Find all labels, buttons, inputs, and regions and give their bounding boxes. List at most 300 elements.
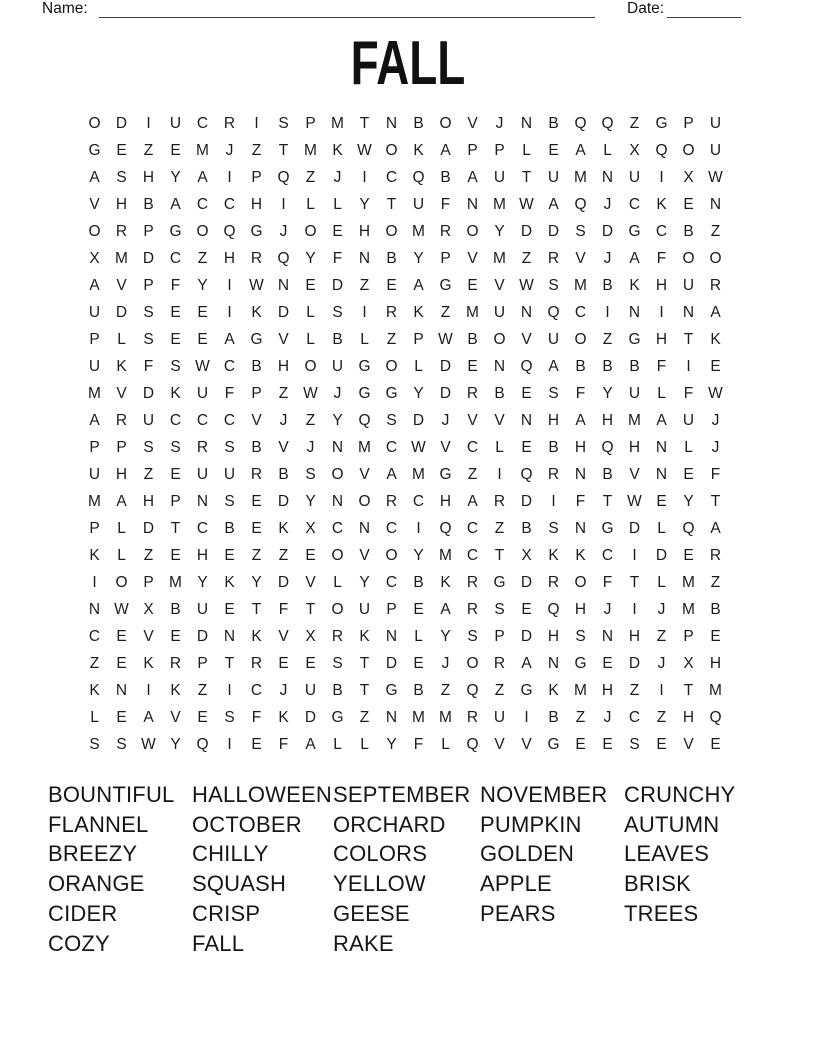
- word-list-item: COZY: [48, 930, 110, 956]
- grid-letter: B: [143, 195, 154, 213]
- grid-letter: P: [89, 519, 100, 537]
- grid-letter: Z: [440, 681, 451, 699]
- word-list-item: TREES: [624, 900, 699, 926]
- grid-letter: Z: [494, 519, 505, 537]
- grid-letter: H: [709, 654, 722, 672]
- grid-letter: C: [196, 114, 209, 132]
- grid-letter: Z: [197, 249, 208, 267]
- grid-letter: C: [601, 546, 614, 564]
- grid-letter: I: [227, 168, 232, 186]
- grid-letter: C: [196, 195, 209, 213]
- grid-letter: I: [416, 519, 421, 537]
- grid-letter: K: [548, 546, 559, 564]
- grid-letter: N: [601, 627, 614, 645]
- grid-letter: G: [493, 573, 506, 591]
- grid-letter: I: [362, 168, 367, 186]
- grid-letter: G: [547, 735, 560, 753]
- grid-letter: S: [143, 330, 154, 348]
- grid-letter: U: [358, 600, 371, 618]
- grid-letter: W: [195, 357, 210, 375]
- grid-letter: F: [575, 492, 586, 510]
- grid-letter: B: [467, 330, 478, 348]
- grid-letter: D: [277, 573, 290, 591]
- grid-letter: H: [628, 438, 641, 456]
- grid-letter: N: [655, 465, 668, 483]
- grid-letter: F: [413, 735, 424, 753]
- grid-letter: E: [710, 627, 721, 645]
- grid-letter: H: [277, 357, 290, 375]
- grid-letter: S: [548, 519, 559, 537]
- grid-letter: P: [143, 222, 154, 240]
- grid-letter: R: [466, 573, 479, 591]
- grid-letter: E: [305, 276, 316, 294]
- grid-letter: R: [709, 276, 722, 294]
- grid-letter: N: [682, 303, 695, 321]
- grid-letter: Y: [251, 573, 262, 591]
- grid-letter: E: [602, 654, 613, 672]
- grid-letter: S: [548, 276, 559, 294]
- grid-letter: O: [682, 141, 695, 159]
- grid-letter: E: [305, 654, 316, 672]
- grid-letter: V: [305, 573, 316, 591]
- grid-letter: O: [385, 357, 398, 375]
- grid-letter: S: [305, 465, 316, 483]
- grid-letter: J: [279, 411, 288, 429]
- grid-letter: P: [89, 438, 100, 456]
- grid-letter: V: [440, 438, 451, 456]
- grid-letter: Y: [683, 492, 694, 510]
- grid-letter: N: [331, 438, 344, 456]
- grid-letter: A: [548, 195, 559, 213]
- grid-letter: Y: [170, 735, 181, 753]
- grid-letter: G: [169, 222, 182, 240]
- grid-letter: E: [521, 438, 532, 456]
- grid-letter: V: [116, 276, 127, 294]
- grid-letter: W: [141, 735, 156, 753]
- grid-letter: H: [358, 222, 371, 240]
- grid-letter: E: [116, 627, 127, 645]
- grid-letter: C: [385, 573, 398, 591]
- grid-letter: L: [441, 735, 450, 753]
- grid-letter: X: [683, 654, 694, 672]
- grid-letter: V: [278, 438, 289, 456]
- grid-letter: Y: [197, 573, 208, 591]
- grid-letter: R: [385, 303, 398, 321]
- grid-letter: H: [223, 249, 236, 267]
- grid-letter: M: [682, 600, 695, 618]
- grid-letter: E: [224, 600, 235, 618]
- grid-letter: L: [603, 141, 612, 159]
- grid-letter: C: [331, 519, 344, 537]
- grid-letter: Y: [494, 222, 505, 240]
- grid-letter: C: [88, 627, 101, 645]
- grid-letter: Q: [547, 600, 560, 618]
- grid-letter: T: [629, 573, 640, 591]
- grid-letter: O: [304, 357, 317, 375]
- grid-letter: P: [251, 168, 262, 186]
- grid-letter: B: [548, 114, 559, 132]
- grid-letter: Z: [251, 141, 262, 159]
- grid-letter: A: [89, 168, 100, 186]
- grid-letter: I: [551, 492, 556, 510]
- grid-letter: E: [170, 546, 181, 564]
- grid-letter: S: [224, 492, 235, 510]
- grid-letter: Q: [574, 195, 587, 213]
- grid-letter: P: [116, 438, 127, 456]
- grid-letter: Z: [278, 384, 289, 402]
- grid-letter: T: [521, 168, 532, 186]
- grid-letter: P: [197, 654, 208, 672]
- grid-letter: U: [169, 114, 182, 132]
- grid-letter: Z: [521, 249, 532, 267]
- grid-letter: E: [548, 141, 559, 159]
- grid-letter: N: [196, 492, 209, 510]
- grid-letter: C: [196, 519, 209, 537]
- grid-letter: E: [602, 735, 613, 753]
- grid-letter: Q: [466, 681, 479, 699]
- grid-letter: J: [306, 438, 315, 456]
- grid-letter: Z: [359, 276, 370, 294]
- grid-letter: E: [710, 735, 721, 753]
- grid-letter: C: [466, 546, 479, 564]
- grid-letter: V: [116, 384, 127, 402]
- grid-letter: E: [224, 546, 235, 564]
- grid-letter: M: [439, 546, 452, 564]
- grid-letter: R: [250, 249, 263, 267]
- grid-letter: Q: [520, 465, 533, 483]
- grid-letter: A: [710, 519, 721, 537]
- grid-letter: V: [629, 465, 640, 483]
- grid-letter: U: [88, 303, 101, 321]
- grid-letter: C: [385, 168, 398, 186]
- grid-letter: W: [708, 384, 723, 402]
- grid-letter: E: [170, 627, 181, 645]
- grid-letter: L: [684, 438, 693, 456]
- grid-letter: H: [574, 600, 587, 618]
- grid-letter: N: [574, 519, 587, 537]
- word-list-item: PUMPKIN: [480, 811, 582, 837]
- grid-letter: T: [359, 654, 370, 672]
- grid-letter: I: [632, 600, 637, 618]
- word-list-column: [192, 780, 332, 958]
- grid-letter: G: [358, 384, 371, 402]
- grid-letter: N: [385, 114, 398, 132]
- grid-letter: D: [439, 384, 452, 402]
- grid-letter: C: [250, 681, 263, 699]
- grid-letter: I: [92, 573, 97, 591]
- grid-letter: I: [254, 114, 259, 132]
- grid-letter: Q: [709, 708, 722, 726]
- grid-letter: O: [466, 222, 479, 240]
- grid-letter: E: [332, 222, 343, 240]
- grid-letter: L: [414, 627, 423, 645]
- grid-letter: V: [170, 708, 181, 726]
- grid-letter: U: [547, 168, 560, 186]
- grid-letter: X: [143, 600, 154, 618]
- grid-letter: K: [629, 276, 640, 294]
- grid-letter: G: [655, 114, 668, 132]
- grid-letter: G: [331, 708, 344, 726]
- grid-letter: E: [116, 654, 127, 672]
- grid-letter: M: [169, 573, 182, 591]
- grid-letter: G: [250, 330, 263, 348]
- grid-letter: C: [169, 249, 182, 267]
- grid-letter: V: [467, 249, 478, 267]
- grid-letter: Z: [656, 627, 667, 645]
- grid-letter: Q: [196, 735, 209, 753]
- grid-letter: R: [331, 627, 344, 645]
- grid-letter: D: [628, 654, 641, 672]
- word-list-item: PEARS: [480, 900, 556, 926]
- grid-letter: P: [305, 114, 316, 132]
- name-blank-line: [99, 17, 595, 18]
- grid-letter: W: [519, 195, 534, 213]
- grid-letter: J: [657, 654, 666, 672]
- grid-letter: N: [358, 249, 371, 267]
- grid-letter: Z: [359, 708, 370, 726]
- grid-letter: B: [602, 357, 613, 375]
- grid-letter: T: [278, 141, 289, 159]
- grid-letter: Q: [547, 303, 560, 321]
- grid-letter: E: [656, 492, 667, 510]
- grid-letter: N: [709, 195, 722, 213]
- grid-letter: U: [682, 276, 695, 294]
- grid-letter: B: [278, 465, 289, 483]
- grid-letter: T: [305, 600, 316, 618]
- grid-letter: W: [303, 384, 318, 402]
- grid-letter: V: [494, 276, 505, 294]
- grid-letter: J: [333, 384, 342, 402]
- grid-letter: K: [89, 546, 100, 564]
- grid-letter: G: [88, 141, 101, 159]
- grid-letter: D: [520, 573, 533, 591]
- grid-letter: O: [574, 330, 587, 348]
- grid-letter: B: [413, 573, 424, 591]
- grid-letter: Z: [143, 465, 154, 483]
- grid-letter: A: [116, 492, 127, 510]
- grid-letter: Z: [89, 654, 100, 672]
- grid-letter: A: [467, 492, 478, 510]
- grid-letter: K: [278, 708, 289, 726]
- grid-letter: Z: [494, 681, 505, 699]
- grid-letter: D: [115, 303, 128, 321]
- grid-letter: M: [412, 465, 425, 483]
- grid-letter: Y: [602, 384, 613, 402]
- grid-letter: E: [170, 465, 181, 483]
- word-list-item: CRISP: [192, 900, 261, 926]
- word-list-item: FALL: [192, 930, 245, 956]
- grid-letter: P: [170, 492, 181, 510]
- grid-letter: W: [114, 600, 129, 618]
- grid-letter: I: [146, 681, 151, 699]
- grid-letter: N: [601, 168, 614, 186]
- grid-letter: V: [494, 735, 505, 753]
- grid-letter: Z: [467, 465, 478, 483]
- grid-letter: C: [223, 357, 236, 375]
- grid-letter: Z: [629, 681, 640, 699]
- grid-letter: C: [385, 438, 398, 456]
- grid-letter: A: [170, 195, 181, 213]
- grid-letter: L: [495, 438, 504, 456]
- grid-letter: N: [520, 303, 533, 321]
- grid-letter: Q: [223, 222, 236, 240]
- grid-letter: K: [116, 357, 127, 375]
- grid-letter: C: [574, 303, 587, 321]
- grid-letter: P: [683, 627, 694, 645]
- grid-letter: Q: [682, 519, 695, 537]
- grid-letter: Z: [143, 141, 154, 159]
- grid-letter: U: [331, 357, 344, 375]
- grid-letter: F: [251, 708, 262, 726]
- grid-letter: W: [708, 168, 723, 186]
- grid-letter: L: [657, 519, 666, 537]
- grid-letter: Z: [386, 330, 397, 348]
- grid-letter: F: [602, 573, 613, 591]
- grid-letter: U: [142, 411, 155, 429]
- grid-letter: O: [115, 573, 128, 591]
- grid-letter: S: [224, 708, 235, 726]
- grid-letter: Y: [413, 249, 424, 267]
- grid-letter: Q: [439, 519, 452, 537]
- grid-letter: E: [170, 303, 181, 321]
- grid-letter: Y: [332, 411, 343, 429]
- grid-letter: E: [170, 141, 181, 159]
- grid-letter: I: [659, 681, 664, 699]
- grid-letter: X: [305, 519, 316, 537]
- grid-letter: B: [602, 276, 613, 294]
- grid-letter: N: [466, 195, 479, 213]
- grid-letter: Y: [359, 573, 370, 591]
- grid-letter: S: [116, 735, 127, 753]
- grid-letter: U: [493, 303, 506, 321]
- grid-letter: X: [521, 546, 532, 564]
- grid-letter: G: [628, 222, 641, 240]
- grid-letter: Q: [655, 141, 668, 159]
- grid-letter: H: [547, 411, 560, 429]
- grid-letter: A: [548, 357, 559, 375]
- grid-letter: C: [385, 519, 398, 537]
- grid-letter: T: [251, 600, 262, 618]
- grid-letter: E: [521, 600, 532, 618]
- grid-letter: H: [250, 195, 263, 213]
- grid-letter: V: [89, 195, 100, 213]
- grid-letter: U: [682, 411, 695, 429]
- grid-letter: H: [115, 465, 128, 483]
- grid-letter: N: [655, 438, 668, 456]
- grid-letter: O: [574, 573, 587, 591]
- grid-letter: K: [170, 384, 181, 402]
- grid-letter: H: [601, 681, 614, 699]
- grid-letter: O: [439, 114, 452, 132]
- grid-letter: N: [547, 654, 560, 672]
- grid-letter: J: [279, 222, 288, 240]
- grid-letter: B: [548, 708, 559, 726]
- grid-letter: L: [306, 195, 315, 213]
- grid-letter: T: [494, 546, 505, 564]
- grid-letter: L: [414, 357, 423, 375]
- grid-letter: S: [575, 222, 586, 240]
- grid-letter: B: [413, 114, 424, 132]
- grid-letter: E: [116, 141, 127, 159]
- grid-letter: W: [249, 276, 264, 294]
- grid-letter: H: [628, 627, 641, 645]
- grid-letter: K: [251, 303, 262, 321]
- grid-letter: M: [628, 411, 641, 429]
- grid-letter: O: [304, 222, 317, 240]
- grid-letter: I: [686, 357, 691, 375]
- grid-letter: R: [547, 573, 560, 591]
- grid-letter: G: [250, 222, 263, 240]
- date-blank-line: [667, 17, 741, 18]
- grid-letter: K: [278, 519, 289, 537]
- grid-letter: H: [601, 411, 614, 429]
- grid-letter: M: [493, 249, 506, 267]
- grid-letter: Z: [710, 222, 721, 240]
- grid-letter: Q: [277, 168, 290, 186]
- grid-letter: L: [333, 195, 342, 213]
- grid-letter: O: [358, 492, 371, 510]
- grid-letter: V: [359, 465, 370, 483]
- grid-letter: B: [332, 330, 343, 348]
- grid-letter: A: [413, 276, 424, 294]
- grid-letter: L: [360, 330, 369, 348]
- grid-letter: F: [683, 384, 694, 402]
- grid-letter: B: [251, 438, 262, 456]
- grid-letter: O: [385, 222, 398, 240]
- grid-letter: M: [358, 438, 371, 456]
- grid-letter: U: [547, 330, 560, 348]
- grid-letter: X: [305, 627, 316, 645]
- word-list-item: CHILLY: [192, 841, 269, 867]
- grid-letter: L: [333, 735, 342, 753]
- grid-letter: N: [628, 303, 641, 321]
- grid-letter: V: [683, 735, 694, 753]
- grid-letter: G: [439, 465, 452, 483]
- grid-letter: L: [117, 546, 126, 564]
- grid-letter: N: [358, 519, 371, 537]
- grid-letter: R: [547, 465, 560, 483]
- grid-letter: A: [575, 411, 586, 429]
- grid-letter: D: [142, 384, 155, 402]
- grid-letter: N: [223, 627, 236, 645]
- grid-letter: B: [548, 438, 559, 456]
- grid-letter: R: [466, 708, 479, 726]
- grid-letter: H: [142, 492, 155, 510]
- grid-letter: T: [224, 654, 235, 672]
- grid-letter: T: [602, 492, 613, 510]
- grid-letter: E: [251, 492, 262, 510]
- grid-letter: K: [710, 330, 721, 348]
- grid-letter: E: [710, 357, 721, 375]
- grid-letter: T: [683, 330, 694, 348]
- grid-letter: U: [196, 384, 209, 402]
- grid-letter: R: [115, 411, 128, 429]
- grid-letter: U: [628, 168, 641, 186]
- grid-letter: R: [115, 222, 128, 240]
- grid-letter: B: [683, 222, 694, 240]
- word-list-item: ORANGE: [48, 871, 145, 897]
- grid-letter: J: [279, 681, 288, 699]
- grid-letter: T: [359, 681, 370, 699]
- grid-letter: Z: [710, 573, 721, 591]
- grid-letter: R: [385, 492, 398, 510]
- grid-letter: D: [142, 519, 155, 537]
- grid-letter: D: [439, 357, 452, 375]
- grid-letter: G: [385, 681, 398, 699]
- grid-letter: M: [709, 681, 722, 699]
- grid-letter: L: [657, 573, 666, 591]
- grid-letter: T: [710, 492, 721, 510]
